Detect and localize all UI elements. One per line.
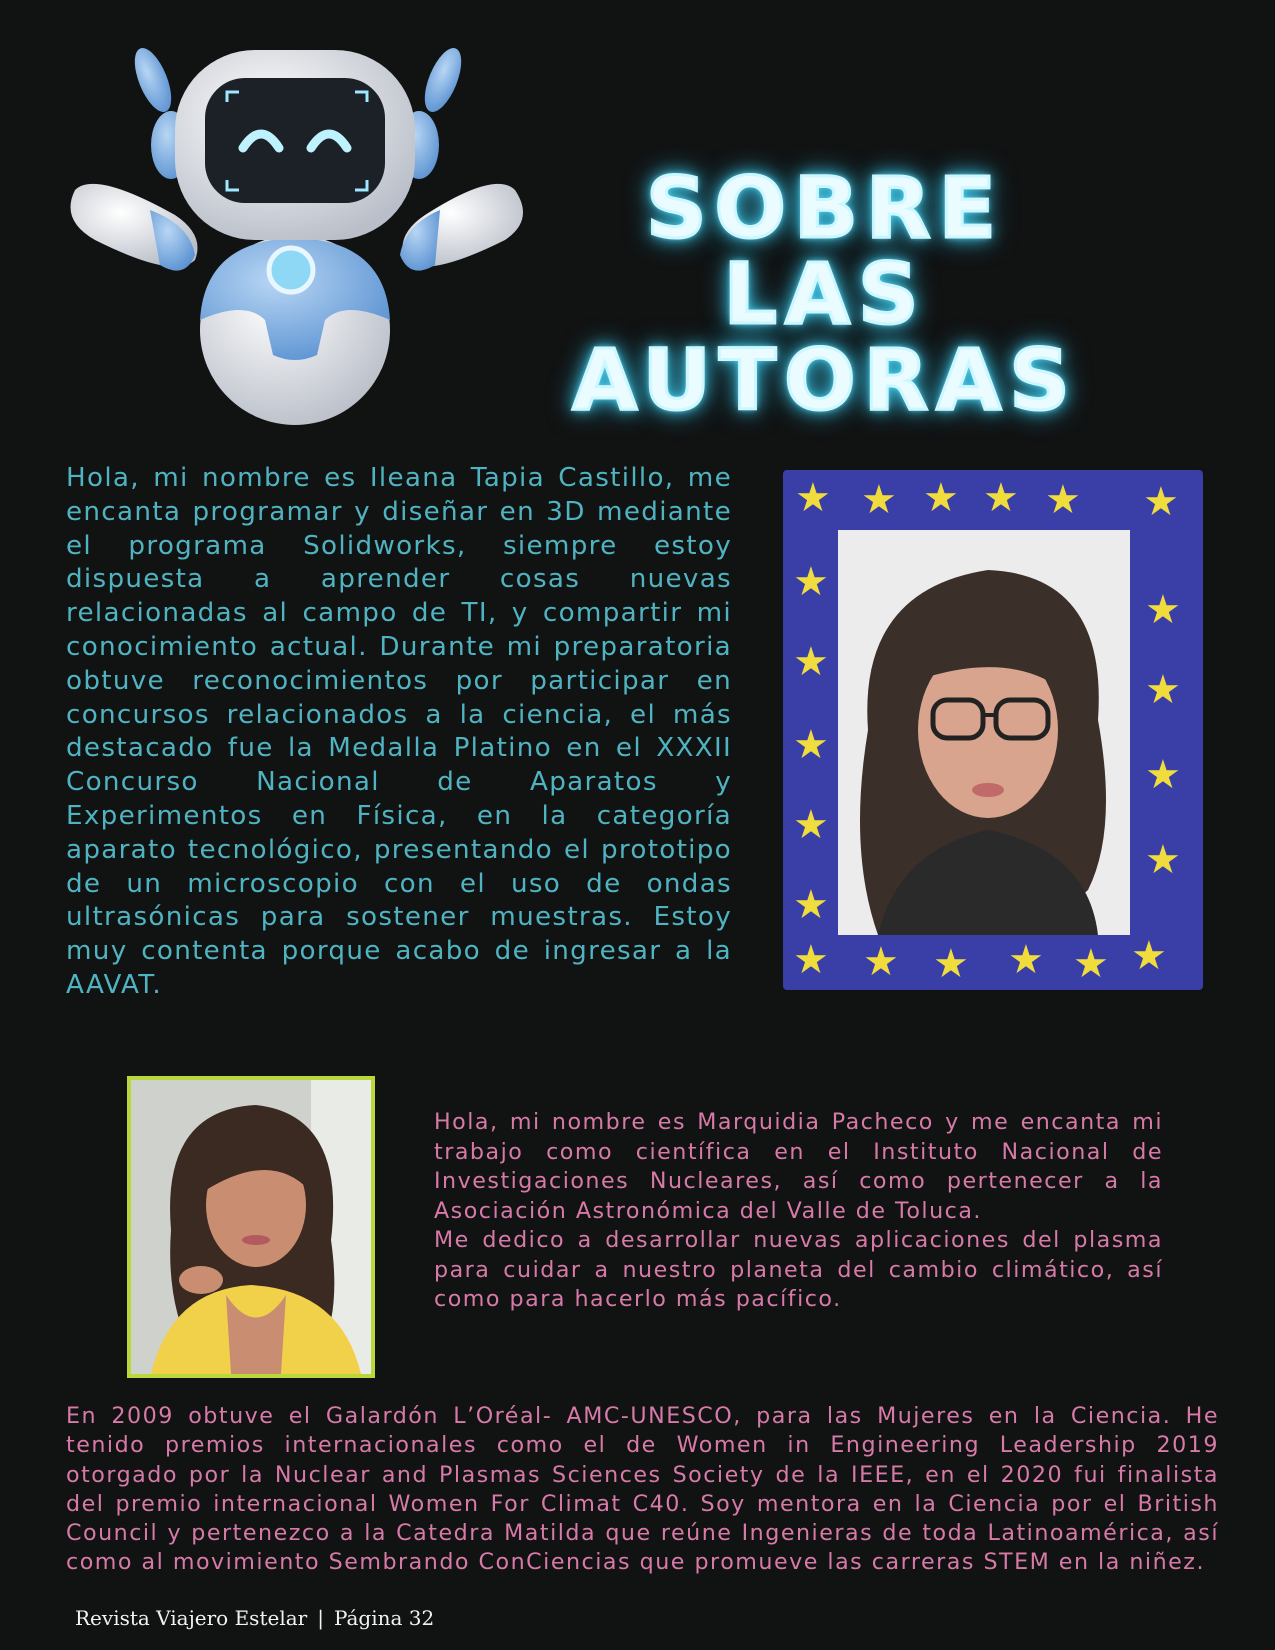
author2-photo (131, 1080, 371, 1374)
star-icon: ★ (793, 802, 829, 848)
star-icon: ★ (923, 475, 959, 521)
star-icon: ★ (793, 722, 829, 768)
star-icon: ★ (1145, 837, 1181, 883)
star-icon: ★ (1073, 941, 1109, 987)
star-icon: ★ (793, 559, 829, 605)
star-icon: ★ (793, 937, 829, 983)
author2-bio-paragraph-3: En 2009 obtuve el Galardón L’Oréal- AMC-UNESCO, para las Mujeres en la Ciencia. He tenido premios internacionales como el de Women in Engineering Leadership 2019 otorgado por la Nuclear and Plasmas Sciences Society de la IEEE, en el 2020 fui finalista del premio internacional Women For Climat C40. Soy mentora en la Ciencia por el British Council y pertenezco a la Catedra Matilda que reúne Ingenieras de toda Latinoamérica, así como al movimiento Sembrando ConCiencias que promueve las carreras STEM en la niñez. (66, 1403, 1219, 1576)
star-icon: ★ (793, 639, 829, 685)
star-icon: ★ (983, 475, 1019, 521)
footer-separator: | (317, 1606, 324, 1630)
author2-bio-paragraph-2: Me dedico a desarrollar nuevas aplicaciones del plasma para cuidar a nuestro planeta del cambio climático, así como para hacerlo más pacífico. (434, 1227, 1163, 1312)
author1-photo-frame (783, 470, 1203, 990)
star-icon: ★ (861, 477, 897, 523)
author2-bio (434, 1108, 1163, 1315)
author2-bio-paragraph-1: Hola, mi nombre es Marquidia Pacheco y me encanta mi trabajo como científica en el Instituto Nacional de Investigaciones Nucleares, así como pertenecer a la Asociación Astronómica del Valle de Toluca. (434, 1109, 1163, 1224)
star-icon: ★ (1045, 477, 1081, 523)
star-icon: ★ (1008, 937, 1044, 983)
star-icon: ★ (795, 475, 831, 521)
author2-photo-frame (127, 1076, 375, 1378)
star-icon: ★ (1145, 667, 1181, 713)
star-icon: ★ (933, 941, 969, 987)
portrait-silhouette-icon (838, 530, 1130, 935)
title-line-1: SOBRE LAS (646, 159, 1004, 343)
star-icon: ★ (1145, 587, 1181, 633)
star-icon: ★ (793, 882, 829, 928)
author1-photo (838, 530, 1130, 935)
portrait-silhouette-icon (131, 1080, 371, 1374)
star-icon: ★ (1145, 752, 1181, 798)
page-number: Página 32 (333, 1606, 435, 1630)
star-icon: ★ (863, 939, 899, 985)
star-icon: ★ (1131, 933, 1167, 979)
robot-mascot-icon (55, 40, 555, 430)
title-line-2: AUTORAS (572, 331, 1078, 429)
magazine-name: Revista Viajero Estelar (75, 1606, 308, 1630)
page-footer (75, 1606, 434, 1630)
page-title (555, 159, 1095, 429)
star-icon: ★ (1143, 479, 1179, 525)
author1-bio: Hola, mi nombre es Ileana Tapia Castillo, me encanta programar y diseñar en 3D mediante el programa Solidworks, siempre estoy dispuesta a aprender cosas nuevas relacionadas al campo de TI, y compartir mi conocimiento actual. Durante mi preparatoria obtuve reconocimientos por participar en concursos relacionados a la ciencia, el más destacado fue la Medalla Platino en el XXXII Concurso Nacional de Aparatos y Experimentos en Física, en la categoría aparato tecnológico, presentando el prototipo de un microscopio con el uso de ondas ultrasónicas para sostener muestras. Estoy muy contenta porque acabo de ingresar a la AAVAT. (66, 463, 732, 1000)
